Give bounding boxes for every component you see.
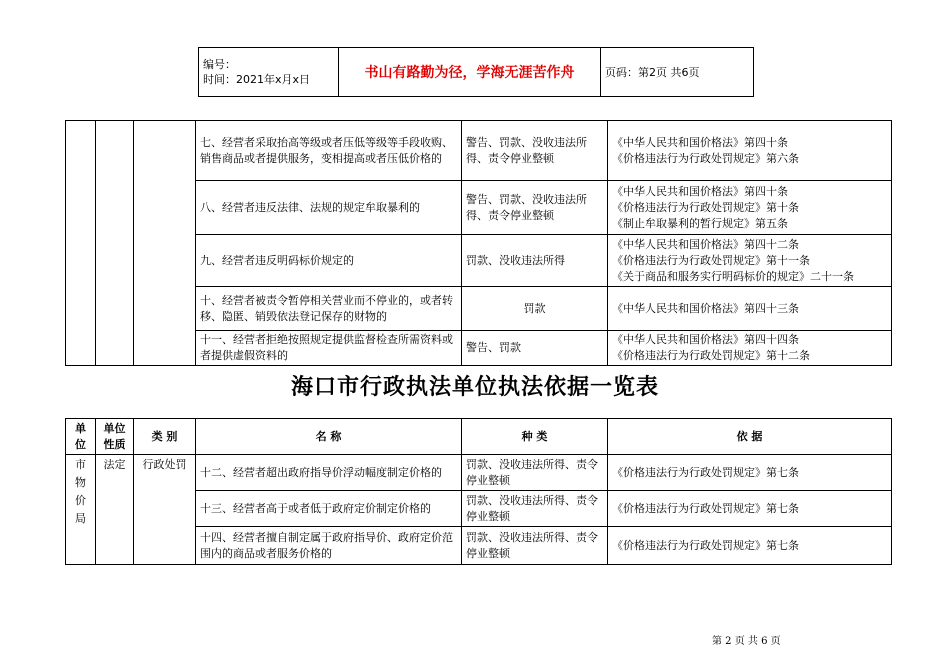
category-cell [134, 121, 196, 366]
header-penalty: 种 类 [462, 419, 608, 455]
item-basis: 《价格违法行为行政处罚规定》第七条 [608, 491, 892, 527]
item-penalty: 罚款、没收违法所得、责令停业整顿 [462, 527, 608, 565]
time-label: 时间：2021年x月x日 [203, 73, 311, 86]
item-basis: 《中华人民共和国价格法》第四十三条 [608, 287, 892, 331]
item-penalty: 警告、罚款、没收违法所得、责令停业整顿 [462, 181, 608, 235]
item-penalty: 罚款、没收违法所得、责令停业整顿 [462, 491, 608, 527]
category-cell: 行政处罚 [134, 455, 196, 565]
item-name: 七、经营者采取抬高等级或者压低等级等手段收购、销售商品或者提供服务，变相提高或者压低价格的 [196, 121, 462, 181]
unit-cell: 市物价局 [66, 455, 96, 565]
header-motto: 书山有路勤为径，学海无涯苦作舟 [339, 48, 601, 97]
nature-cell [96, 121, 134, 366]
table-row [66, 455, 892, 491]
table-header-row [66, 419, 892, 455]
item-penalty: 罚款 [462, 287, 608, 331]
item-basis: 《价格违法行为行政处罚规定》第七条 [608, 455, 892, 491]
number-label: 编号： [203, 58, 236, 71]
nature-cell: 法定 [96, 455, 134, 565]
page-footer: 第 2 页 共 6 页 [712, 636, 781, 647]
header-page-info: 页码：第2页 共6页 [601, 48, 754, 97]
item-penalty: 罚款、没收违法所得、责令停业整顿 [462, 455, 608, 491]
item-basis: 《中华人民共和国价格法》第四十条 《价格违法行为行政处罚规定》第六条 [608, 121, 892, 181]
header-unit: 单位 [66, 419, 96, 455]
item-name: 八、经营者违反法律、法规的规定牟取暴利的 [196, 181, 462, 235]
item-penalty: 罚款、没收违法所得 [462, 235, 608, 287]
header-name: 名 称 [196, 419, 462, 455]
law-basis-table [65, 418, 892, 565]
header-nature: 单位性质 [96, 419, 134, 455]
item-basis: 《价格违法行为行政处罚规定》第七条 [608, 527, 892, 565]
header-meta [199, 48, 339, 97]
item-name: 十一、经营者拒绝按照规定提供监督检查所需资料或者提供虚假资料的 [196, 331, 462, 366]
item-basis: 《中华人民共和国价格法》第四十条 《价格违法行为行政处罚规定》第十条 《制止牟取暴利的暂行规定》第五条 [608, 181, 892, 235]
item-basis: 《中华人民共和国价格法》第四十二条 《价格违法行为行政处罚规定》第十一条 《关于商品和服务实行明码标价的规定》二十一条 [608, 235, 892, 287]
document-header [198, 47, 754, 97]
unit-cell [66, 121, 96, 366]
page-title: 海口市行政执法单位执法依据一览表 [290, 374, 659, 400]
item-name: 十三、经营者高于或者低于政府定价制定价格的 [196, 491, 462, 527]
item-name: 十二、经营者超出政府指导价浮动幅度制定价格的 [196, 455, 462, 491]
item-penalty: 警告、罚款 [462, 331, 608, 366]
item-name: 十、经营者被责令暂停相关营业而不停业的，或者转移、隐匿、销毁依法登记保存的财物的 [196, 287, 462, 331]
continuation-table [65, 120, 892, 366]
table-row [66, 121, 892, 181]
item-name: 九、经营者违反明码标价规定的 [196, 235, 462, 287]
header-basis: 依 据 [608, 419, 892, 455]
item-basis: 《中华人民共和国价格法》第四十四条 《价格违法行为行政处罚规定》第十二条 [608, 331, 892, 366]
item-name: 十四、经营者擅自制定属于政府指导价、政府定价范围内的商品或者服务价格的 [196, 527, 462, 565]
item-penalty: 警告、罚款、没收违法所得、责令停业整顿 [462, 121, 608, 181]
header-category: 类 别 [134, 419, 196, 455]
